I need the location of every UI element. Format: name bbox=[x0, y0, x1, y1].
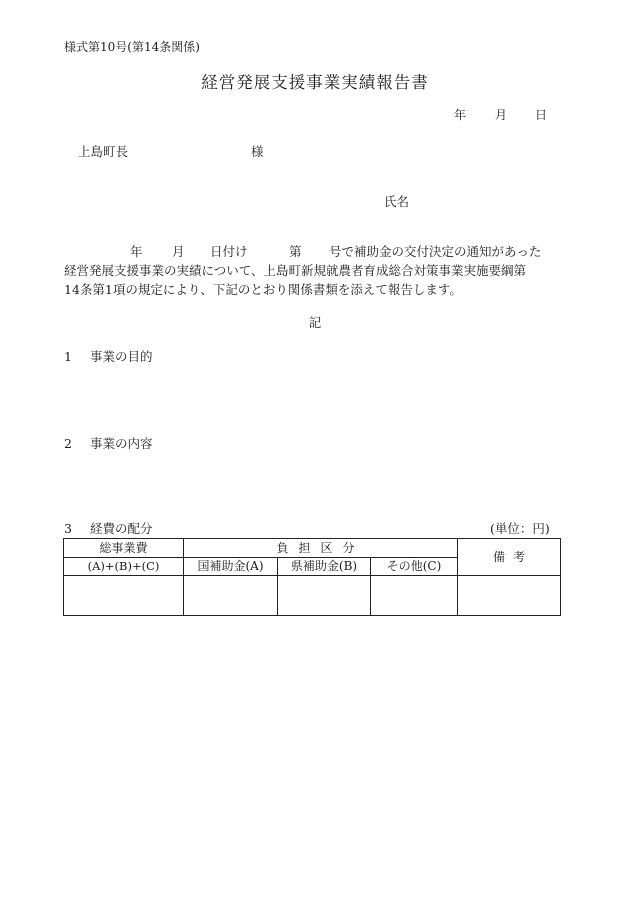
body-line-3: 14条第1項の規定により、下記のとおり関係書類を添えて報告します。 bbox=[64, 282, 462, 297]
unit-label: (単位：円) bbox=[490, 521, 550, 536]
other-cell[interactable] bbox=[371, 576, 458, 616]
total-label-cell: 総事業費 bbox=[64, 539, 184, 558]
date-year-label: 年 bbox=[454, 108, 467, 122]
form-number: 様式第10号(第14条関係) bbox=[64, 40, 200, 54]
section-2-title: 事業の内容 bbox=[90, 436, 153, 451]
remarks-label-cell: 備考 bbox=[458, 539, 561, 576]
section-1-title: 事業の目的 bbox=[90, 349, 153, 364]
body-line-1 bbox=[64, 242, 558, 261]
prefectural-subsidy-header: 県補助金(B) bbox=[278, 558, 371, 576]
body-year: 年 bbox=[130, 244, 143, 259]
body-day-dated: 日付け bbox=[210, 244, 248, 259]
section-3-number: 3 bbox=[64, 521, 72, 536]
body-dai: 第 bbox=[289, 244, 302, 259]
ki-marker: 記 bbox=[308, 315, 322, 330]
section-3-heading bbox=[64, 521, 153, 536]
document-title: 経営発展支援事業実績報告書 bbox=[201, 73, 429, 92]
section-2-number: 2 bbox=[64, 436, 72, 451]
burden-label-cell: 負担区分 bbox=[184, 539, 458, 558]
applicant-name-label: 氏名 bbox=[384, 194, 410, 209]
table-header-row bbox=[64, 539, 561, 558]
body-line-2: 経営発展支援事業の実績について、上島町新規就農者育成総合対策事業実施要綱第 bbox=[64, 263, 527, 278]
total-amount-cell[interactable] bbox=[64, 576, 184, 616]
section-3-title: 経費の配分 bbox=[90, 521, 153, 536]
date-day-label: 日 bbox=[535, 108, 548, 122]
body-line1-rest: 号で補助金の交付決定の通知があった bbox=[329, 244, 542, 259]
prefectural-subsidy-cell[interactable] bbox=[278, 576, 371, 616]
addressee-honorific: 様 bbox=[251, 144, 264, 159]
section-1-heading bbox=[64, 349, 153, 364]
section-2-heading bbox=[64, 436, 153, 451]
remarks-cell[interactable] bbox=[458, 576, 561, 616]
body-month: 月 bbox=[172, 244, 185, 259]
section-1-number: 1 bbox=[64, 349, 72, 364]
date-month-label: 月 bbox=[495, 108, 508, 122]
allocation-table bbox=[63, 538, 561, 616]
national-subsidy-cell[interactable] bbox=[184, 576, 278, 616]
addressee-recipient: 上島町長 bbox=[78, 144, 129, 159]
other-header: その他(C) bbox=[371, 558, 458, 576]
national-subsidy-header: 国補助金(A) bbox=[184, 558, 278, 576]
report-body bbox=[64, 242, 558, 299]
table-row bbox=[64, 576, 561, 616]
total-formula-cell: (A)+(B)+(C) bbox=[64, 558, 184, 576]
